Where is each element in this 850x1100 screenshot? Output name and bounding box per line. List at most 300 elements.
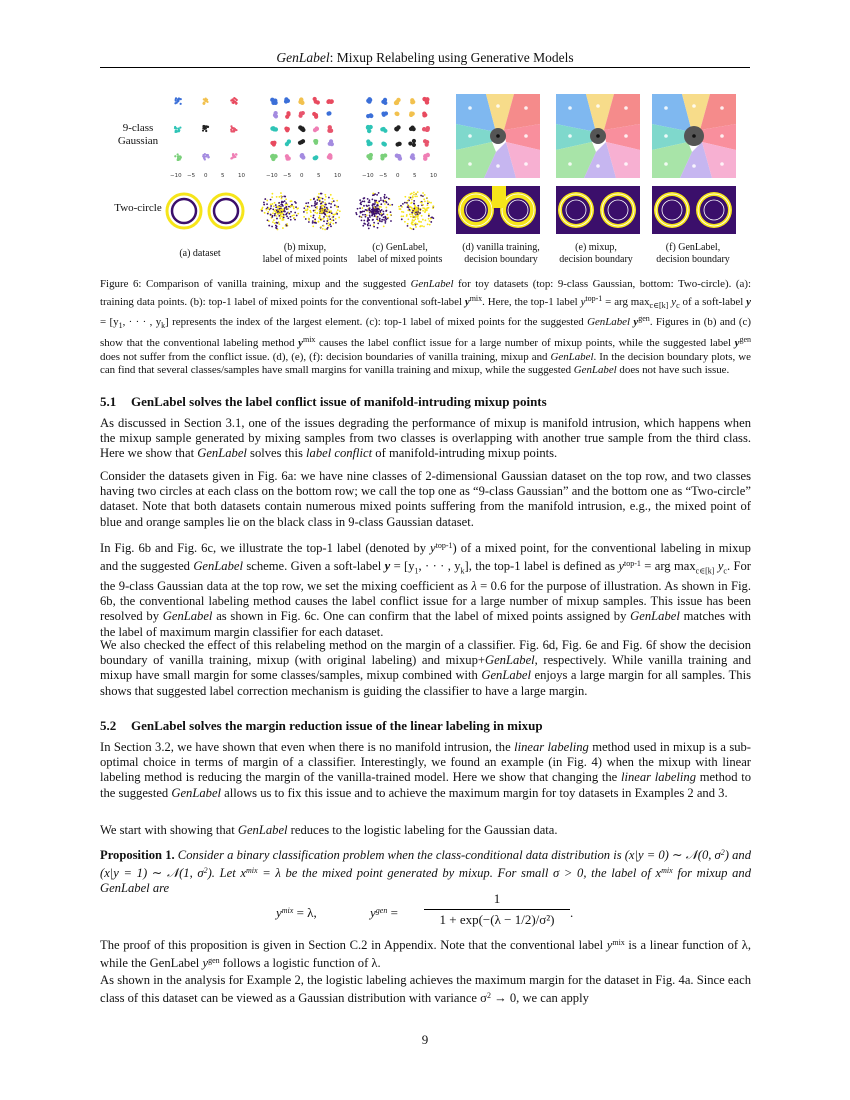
mixed-point bbox=[378, 212, 380, 214]
mixed-point bbox=[267, 219, 269, 221]
para-text: method used in mixup is a sub-optimal choice in terms of margin of a classifier. Interestingly, we found an example (in Fig. 4) when the mixup with linear labeling method is reducing the margin of the vanilla-trained model. Here we show that changing the bbox=[100, 740, 752, 785]
data-point bbox=[177, 153, 179, 155]
panel-a-circle bbox=[164, 190, 248, 232]
caption-text: . Here, the top-1 label bbox=[482, 295, 578, 308]
mixed-point bbox=[381, 221, 383, 223]
mixed-point bbox=[271, 193, 273, 195]
fraction-bar bbox=[424, 909, 570, 910]
para-math: y bbox=[606, 938, 613, 952]
mixed-point bbox=[332, 216, 334, 218]
mixed-point bbox=[356, 213, 358, 215]
data-point bbox=[233, 97, 235, 99]
mixed-point bbox=[373, 210, 375, 212]
data-point bbox=[180, 98, 182, 100]
mixed-point bbox=[384, 203, 386, 205]
caption-math: y bbox=[734, 337, 740, 350]
mixed-point bbox=[293, 214, 295, 216]
mixed-point bbox=[275, 206, 277, 208]
class-center-point bbox=[568, 106, 572, 110]
data-point bbox=[204, 158, 206, 160]
mixed-point bbox=[411, 112, 415, 116]
mixed-point bbox=[280, 216, 282, 218]
mixed-point bbox=[373, 212, 375, 214]
mixed-point bbox=[318, 197, 320, 199]
mixed-point bbox=[326, 220, 328, 222]
mixed-point bbox=[371, 214, 373, 216]
mixed-point bbox=[411, 222, 413, 224]
mixed-point bbox=[391, 204, 393, 206]
tick-label: −5 bbox=[379, 173, 388, 179]
mixed-point bbox=[407, 225, 409, 227]
mixed-point bbox=[407, 204, 409, 206]
mixed-point bbox=[327, 222, 329, 224]
mixed-point bbox=[278, 206, 280, 208]
data-point bbox=[368, 98, 372, 102]
data-point bbox=[299, 97, 303, 101]
mixed-point bbox=[332, 223, 334, 225]
mixed-point bbox=[314, 139, 318, 143]
mixed-point bbox=[286, 204, 288, 206]
subcaption-b bbox=[250, 242, 360, 266]
class-center-point bbox=[496, 134, 500, 138]
mixed-point bbox=[297, 213, 299, 215]
mixed-point bbox=[275, 227, 277, 229]
class-center-point bbox=[496, 104, 500, 108]
mixed-point bbox=[412, 224, 414, 226]
mixed-point bbox=[371, 198, 373, 200]
mixed-point bbox=[424, 211, 426, 213]
para-math: y bbox=[202, 956, 209, 971]
para-text: ], the top-1 label is defined as bbox=[464, 559, 619, 574]
mixed-point bbox=[383, 217, 385, 219]
equation-period: . bbox=[570, 905, 574, 920]
data-point bbox=[207, 154, 209, 156]
mixed-point bbox=[323, 205, 325, 207]
subcaption-e bbox=[546, 242, 646, 266]
mixed-point bbox=[424, 219, 426, 221]
para-text: The proof of this proposition is given in Section C.2 in Appendix. Note that the conventional label bbox=[100, 938, 607, 952]
subcaption-a bbox=[150, 248, 250, 260]
para-text: as shown in Fig. 6c. One can confirm that the label of mixed points assigned by bbox=[212, 609, 631, 624]
mixed-point bbox=[277, 229, 279, 231]
mixed-point bbox=[313, 210, 315, 212]
data-point bbox=[233, 130, 235, 132]
mixed-point bbox=[268, 207, 270, 209]
class-center-point bbox=[596, 104, 600, 108]
mixed-point bbox=[383, 196, 385, 198]
mixed-point bbox=[427, 203, 429, 205]
data-point bbox=[366, 125, 370, 129]
mixed-point bbox=[377, 216, 379, 218]
data-point bbox=[232, 99, 234, 101]
mixed-point bbox=[407, 200, 409, 202]
mixed-point bbox=[279, 210, 281, 212]
mixed-point bbox=[314, 212, 316, 214]
mixed-point bbox=[327, 209, 329, 211]
caption-emph: GenLabel bbox=[550, 350, 594, 363]
class-center-point bbox=[720, 162, 724, 166]
panel-b-circle bbox=[260, 190, 344, 232]
mixed-point bbox=[315, 222, 317, 224]
mixed-point bbox=[400, 208, 402, 210]
data-point bbox=[367, 129, 371, 133]
mixed-point bbox=[310, 211, 312, 213]
mixed-point bbox=[313, 128, 317, 132]
two-circle-mixup-labels bbox=[260, 190, 344, 232]
mixed-point bbox=[411, 153, 415, 157]
mixed-point bbox=[378, 209, 380, 211]
para-text: In Fig. 6b and Fig. 6c, we illustrate the top-1 label (denoted by bbox=[100, 541, 431, 555]
para-sup: gen bbox=[208, 956, 220, 966]
panel-e-circle bbox=[556, 186, 640, 234]
two-circle-decision-boundary bbox=[456, 186, 540, 234]
mixed-point bbox=[290, 219, 292, 221]
equation-fraction bbox=[424, 891, 570, 928]
data-point bbox=[397, 154, 401, 158]
mixed-point bbox=[403, 211, 405, 213]
panel-f-gaussian bbox=[652, 94, 736, 178]
paragraph-5-1-b bbox=[100, 469, 751, 530]
mixed-point bbox=[306, 212, 308, 214]
mixed-point bbox=[307, 206, 309, 208]
mixed-point bbox=[294, 212, 296, 214]
mixed-point bbox=[367, 198, 369, 200]
mixed-point bbox=[432, 217, 434, 219]
mixed-point bbox=[426, 204, 428, 206]
mixed-point bbox=[368, 222, 370, 224]
mixed-point bbox=[272, 203, 274, 205]
mixed-point bbox=[270, 199, 272, 201]
mixed-point bbox=[382, 127, 386, 131]
mixed-point bbox=[276, 218, 278, 220]
mixed-point bbox=[328, 225, 330, 227]
mixed-point bbox=[273, 210, 275, 212]
mixed-point bbox=[264, 212, 266, 214]
fraction-denominator: 1 + exp(−(λ − 1/2)/σ²) bbox=[439, 912, 555, 927]
mixed-point bbox=[363, 205, 365, 207]
mixed-point bbox=[420, 221, 422, 223]
mixed-point bbox=[413, 228, 415, 230]
para-text: matches with the label of maximum margin classifier for each dataset. bbox=[100, 609, 751, 639]
class-center-point bbox=[720, 134, 724, 138]
mixed-point bbox=[283, 217, 285, 219]
mixed-point bbox=[279, 218, 281, 220]
mixed-point bbox=[331, 212, 333, 214]
data-point bbox=[174, 126, 176, 128]
para-text: As shown in the analysis for Example 2, the logistic labeling achieves the maximum margin for the dataset in Fig. 4a. Since each class of this dataset can be viewed as a Gaussian distribution with variance σ bbox=[100, 973, 751, 1006]
mixed-point bbox=[336, 205, 338, 207]
mixed-point bbox=[379, 219, 381, 221]
mixed-point bbox=[263, 202, 265, 204]
mixed-point bbox=[416, 223, 418, 225]
mixed-point bbox=[430, 221, 432, 223]
data-point bbox=[205, 127, 207, 129]
mixed-point bbox=[397, 142, 401, 146]
mixed-point bbox=[422, 219, 424, 221]
mixed-point bbox=[323, 220, 325, 222]
mixed-point bbox=[265, 209, 267, 211]
mixed-point bbox=[382, 142, 386, 146]
mixed-point bbox=[330, 194, 332, 196]
mixed-point bbox=[367, 225, 369, 227]
para-emph: linear labeling bbox=[620, 770, 697, 785]
mixed-point bbox=[410, 216, 412, 218]
mixed-point bbox=[270, 203, 272, 205]
mixed-point bbox=[264, 198, 266, 200]
caption-text: of a soft-label bbox=[679, 295, 747, 308]
mixed-point bbox=[274, 222, 276, 224]
eq-text: = λ, bbox=[293, 905, 317, 920]
paragraph-5-2-c bbox=[100, 935, 751, 971]
mixed-point bbox=[374, 215, 376, 217]
data-point bbox=[177, 159, 179, 161]
mixed-point bbox=[270, 207, 272, 209]
mixed-point bbox=[272, 221, 274, 223]
mixed-point bbox=[272, 212, 274, 214]
mixed-point bbox=[316, 206, 318, 208]
mixed-point bbox=[380, 203, 382, 205]
data-point bbox=[326, 100, 330, 104]
mixed-point bbox=[312, 217, 314, 219]
fraction-numerator: 1 bbox=[493, 891, 501, 906]
class-center-point bbox=[596, 134, 600, 138]
mixed-point bbox=[339, 210, 341, 212]
mixed-point bbox=[331, 219, 333, 221]
mixed-point bbox=[303, 211, 305, 213]
subcaption-line: (c) GenLabel, bbox=[372, 242, 428, 253]
mixed-point bbox=[417, 216, 419, 218]
decision-boundary-plot bbox=[556, 94, 640, 178]
mixed-point bbox=[368, 228, 370, 230]
mixed-point bbox=[281, 213, 283, 215]
para-sup: top-1 bbox=[435, 541, 453, 550]
paragraph-5-2-d bbox=[100, 973, 751, 1006]
mixed-point bbox=[421, 202, 423, 204]
mixed-point bbox=[409, 206, 411, 208]
section-number: 5.2 bbox=[100, 718, 117, 733]
tick-label: 5 bbox=[221, 173, 225, 179]
mixed-point bbox=[366, 205, 368, 207]
para-text: solves this bbox=[246, 446, 307, 461]
subcaption-line: label of mixed points bbox=[357, 254, 443, 265]
subcaption-line: (f) GenLabel, bbox=[665, 242, 721, 253]
caption-math: y bbox=[630, 316, 639, 329]
mixed-point bbox=[296, 215, 298, 217]
mixed-point bbox=[283, 219, 285, 221]
para-emph: GenLabel bbox=[197, 446, 247, 461]
panel-a-gaussian bbox=[166, 93, 246, 179]
mixed-point bbox=[385, 207, 387, 209]
mixed-point bbox=[331, 201, 333, 203]
mixed-point bbox=[361, 219, 363, 221]
class-center-point bbox=[596, 164, 600, 168]
mixed-point bbox=[364, 223, 366, 225]
mixed-point bbox=[291, 204, 293, 206]
mixed-point bbox=[299, 111, 303, 115]
decision-boundary-plot bbox=[456, 94, 540, 178]
mixed-point bbox=[368, 219, 370, 221]
class-center-point bbox=[468, 106, 472, 110]
tick-label: 10 bbox=[430, 173, 437, 179]
mixed-point bbox=[277, 209, 279, 211]
mixed-point bbox=[318, 193, 320, 195]
page-number: 9 bbox=[421, 1032, 429, 1047]
mixed-point bbox=[409, 127, 413, 131]
data-point bbox=[270, 98, 274, 102]
para-sub: c bbox=[723, 566, 727, 576]
mixed-point bbox=[412, 139, 416, 143]
class-center-point bbox=[624, 162, 628, 166]
para-text: As discussed in Section 3.1, one of the issues degrading the performance of mixup is manifold intrusion, which happens when the mixup sample generated by mixing samples from two classes is overlapping with another true sample from the third class. Here we show that bbox=[100, 416, 751, 461]
para-sub: k bbox=[460, 566, 465, 576]
mixed-point bbox=[336, 213, 338, 215]
mixed-point bbox=[362, 225, 364, 227]
mixed-point bbox=[385, 220, 387, 222]
data-point bbox=[395, 100, 399, 104]
mixed-point bbox=[285, 115, 289, 119]
para-sub: 1 bbox=[414, 566, 419, 576]
mixed-point bbox=[312, 222, 314, 224]
caption-math: y bbox=[668, 295, 677, 308]
data-point bbox=[179, 157, 181, 159]
mixed-point bbox=[426, 197, 428, 199]
mixed-point bbox=[291, 200, 293, 202]
class-center-point bbox=[624, 106, 628, 110]
mixed-point bbox=[423, 226, 425, 228]
mixed-point bbox=[273, 205, 275, 207]
mixed-point bbox=[313, 198, 315, 200]
para-emph: GenLabel bbox=[193, 559, 243, 574]
mixed-point bbox=[419, 212, 421, 214]
para-emph: GenLabel bbox=[481, 668, 532, 683]
eq-text: = bbox=[387, 905, 398, 920]
para-sub: c∈[k] bbox=[695, 566, 715, 576]
mixed-point bbox=[417, 205, 419, 207]
mixed-point bbox=[418, 221, 420, 223]
mixed-point bbox=[335, 218, 337, 220]
proposition-sup: mix bbox=[661, 866, 673, 876]
mixed-point bbox=[422, 204, 424, 206]
para-text: In Section 3.2, we have shown that even when there is no manifold intrusion, the bbox=[100, 740, 515, 754]
data-point bbox=[235, 153, 237, 155]
para-text: follows a logistic function of λ. bbox=[219, 956, 381, 971]
mixed-point bbox=[272, 208, 274, 210]
mixed-point bbox=[414, 210, 416, 212]
mixed-point bbox=[400, 205, 402, 207]
eq-sup: mix bbox=[281, 906, 294, 915]
data-point bbox=[425, 127, 429, 131]
proposition-text: ). Let x bbox=[207, 866, 246, 881]
mixed-point bbox=[267, 213, 269, 215]
para-emph: linear labeling bbox=[514, 740, 589, 754]
data-point bbox=[206, 101, 208, 103]
scatter-plot bbox=[262, 93, 342, 179]
mixed-point bbox=[334, 213, 336, 215]
mixed-point bbox=[316, 212, 318, 214]
panel-d-circle bbox=[456, 186, 540, 234]
two-circle-dataset bbox=[164, 190, 248, 232]
panel-c-circle bbox=[355, 190, 439, 232]
class-center-point bbox=[524, 134, 528, 138]
panel-c-gaussian bbox=[358, 93, 438, 179]
mixed-point bbox=[422, 210, 424, 212]
mixed-point bbox=[359, 207, 361, 209]
caption-text: for toy datasets (top: 9-class Gaussian, bottom: bbox=[453, 278, 674, 290]
mixed-point bbox=[319, 210, 321, 212]
mixed-point bbox=[389, 204, 391, 206]
boundary-region bbox=[492, 186, 506, 208]
para-text: enjoys a large margin for all samples. This shows that suggested label correction mechanism is guiding the classifier to have a large margin. bbox=[100, 668, 751, 698]
para-text: → 0, we can apply bbox=[490, 991, 589, 1006]
mixed-point bbox=[407, 223, 409, 225]
mixed-point bbox=[368, 199, 370, 201]
data-point bbox=[425, 100, 429, 104]
data-point bbox=[232, 154, 234, 156]
mixed-point bbox=[426, 207, 428, 209]
mixed-point bbox=[374, 203, 376, 205]
tick-label: 0 bbox=[300, 173, 304, 179]
mixed-point bbox=[387, 217, 389, 219]
mixed-point bbox=[324, 202, 326, 204]
mixed-point bbox=[325, 204, 327, 206]
section-heading-5-2 bbox=[100, 718, 750, 734]
para-emph: GenLabel bbox=[162, 609, 213, 624]
mixed-point bbox=[413, 202, 415, 204]
mixed-point bbox=[280, 195, 282, 197]
class-center-point bbox=[468, 134, 472, 138]
panel-e-gaussian bbox=[556, 94, 640, 178]
mixed-point bbox=[413, 200, 415, 202]
scatter-plot bbox=[166, 93, 246, 179]
mixed-point bbox=[285, 214, 287, 216]
header-title-italic: GenLabel bbox=[276, 50, 330, 65]
mixed-point bbox=[338, 217, 340, 219]
mixed-point bbox=[366, 114, 370, 118]
caption-emph: GenLabel bbox=[587, 316, 631, 329]
mixed-point bbox=[416, 195, 418, 197]
mixed-point bbox=[414, 223, 416, 225]
mixed-point bbox=[412, 143, 416, 147]
mixed-point bbox=[410, 202, 412, 204]
mixed-point bbox=[407, 218, 409, 220]
mixed-point bbox=[287, 156, 291, 160]
mixed-point bbox=[281, 198, 283, 200]
mixed-point bbox=[281, 211, 283, 213]
mixed-point bbox=[328, 202, 330, 204]
mixed-point bbox=[278, 223, 280, 225]
mixed-point bbox=[374, 193, 376, 195]
data-point bbox=[174, 155, 176, 157]
mixed-point bbox=[277, 211, 279, 213]
mixed-point bbox=[429, 224, 431, 226]
para-text: method to the suggested bbox=[100, 770, 751, 800]
mixed-point bbox=[414, 213, 416, 215]
para-text: scheme. Given a soft-label bbox=[242, 559, 385, 574]
mixed-point bbox=[414, 196, 416, 198]
mixed-point bbox=[280, 206, 282, 208]
data-point bbox=[232, 101, 234, 103]
data-point bbox=[177, 156, 179, 158]
caption-sup: gen bbox=[739, 335, 751, 345]
mixed-point bbox=[362, 207, 364, 209]
mixed-point bbox=[372, 193, 374, 195]
mixed-point bbox=[409, 197, 411, 199]
mixed-point bbox=[290, 216, 292, 218]
para-text: We also checked the effect of this relabeling method on the margin of a classifier. Fig. 6d, Fig. 6e and Fig. 6f show the decision boundary of vanilla training, mixup (with original labeling) and mixup+ bbox=[100, 638, 751, 668]
mixed-point bbox=[313, 205, 315, 207]
mixed-point bbox=[313, 97, 317, 101]
mixed-point bbox=[329, 211, 331, 213]
